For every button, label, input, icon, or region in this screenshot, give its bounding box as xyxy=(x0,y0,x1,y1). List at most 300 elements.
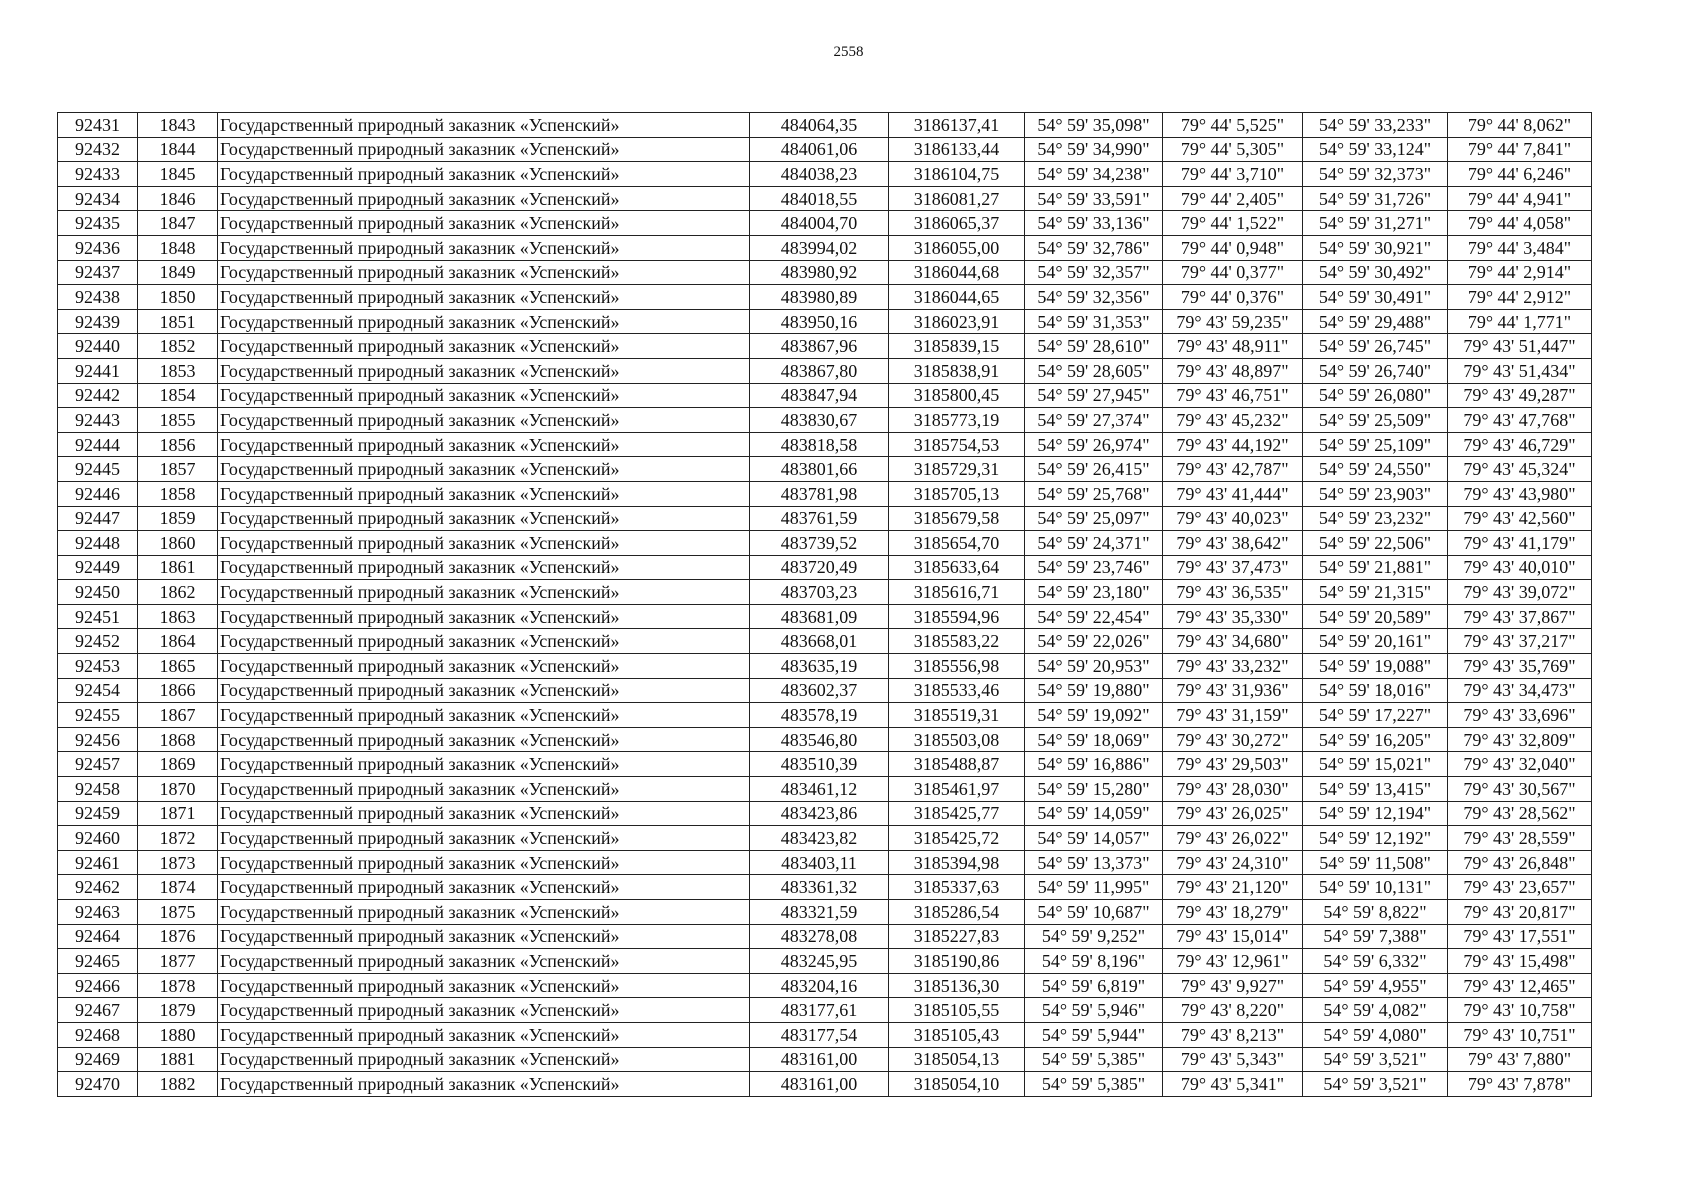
row-number-cell: 92445 xyxy=(58,457,138,482)
latitude-2-cell: 54° 59' 13,415" xyxy=(1303,777,1448,802)
latitude-1-cell: 54° 59' 14,057" xyxy=(1025,826,1163,851)
point-number-cell: 1848 xyxy=(138,235,218,260)
x-coordinate-cell: 484004,70 xyxy=(750,211,889,236)
longitude-1-cell: 79° 43' 41,444" xyxy=(1163,481,1303,506)
name-cell: Государственный природный заказник «Успенский» xyxy=(218,137,750,162)
longitude-1-cell: 79° 43' 59,235" xyxy=(1163,309,1303,334)
name-cell: Государственный природный заказник «Успенский» xyxy=(218,113,750,138)
longitude-2-cell: 79° 43' 37,217" xyxy=(1448,629,1592,654)
point-number-cell: 1868 xyxy=(138,727,218,752)
point-number-cell: 1875 xyxy=(138,900,218,925)
longitude-1-cell: 79° 44' 0,376" xyxy=(1163,285,1303,310)
table-row xyxy=(58,924,1592,949)
row-number-cell: 92461 xyxy=(58,850,138,875)
y-coordinate-cell: 3186081,27 xyxy=(889,186,1025,211)
x-coordinate-cell: 483161,00 xyxy=(750,1072,889,1097)
table-body xyxy=(58,113,1592,1097)
table-row xyxy=(58,309,1592,334)
row-number-cell: 92467 xyxy=(58,998,138,1023)
latitude-1-cell: 54° 59' 6,819" xyxy=(1025,973,1163,998)
table-row xyxy=(58,777,1592,802)
longitude-2-cell: 79° 43' 12,465" xyxy=(1448,973,1592,998)
x-coordinate-cell: 483668,01 xyxy=(750,629,889,654)
row-number-cell: 92466 xyxy=(58,973,138,998)
longitude-2-cell: 79° 43' 7,880" xyxy=(1448,1047,1592,1072)
latitude-2-cell: 54° 59' 33,124" xyxy=(1303,137,1448,162)
table-row xyxy=(58,358,1592,383)
name-cell: Государственный природный заказник «Успенский» xyxy=(218,875,750,900)
point-number-cell: 1881 xyxy=(138,1047,218,1072)
name-cell: Государственный природный заказник «Успенский» xyxy=(218,580,750,605)
longitude-2-cell: 79° 43' 46,729" xyxy=(1448,432,1592,457)
latitude-2-cell: 54° 59' 10,131" xyxy=(1303,875,1448,900)
row-number-cell: 92447 xyxy=(58,506,138,531)
row-number-cell: 92451 xyxy=(58,604,138,629)
y-coordinate-cell: 3186104,75 xyxy=(889,162,1025,187)
y-coordinate-cell: 3185533,46 xyxy=(889,678,1025,703)
table-row xyxy=(58,752,1592,777)
table-row xyxy=(58,432,1592,457)
name-cell: Государственный природный заказник «Успенский» xyxy=(218,235,750,260)
longitude-1-cell: 79° 43' 24,310" xyxy=(1163,850,1303,875)
y-coordinate-cell: 3185729,31 xyxy=(889,457,1025,482)
name-cell: Государственный природный заказник «Успенский» xyxy=(218,826,750,851)
longitude-1-cell: 79° 44' 5,525" xyxy=(1163,113,1303,138)
name-cell: Государственный природный заказник «Успенский» xyxy=(218,678,750,703)
row-number-cell: 92440 xyxy=(58,334,138,359)
longitude-2-cell: 79° 43' 30,567" xyxy=(1448,777,1592,802)
row-number-cell: 92455 xyxy=(58,703,138,728)
x-coordinate-cell: 483720,49 xyxy=(750,555,889,580)
latitude-1-cell: 54° 59' 33,591" xyxy=(1025,186,1163,211)
longitude-1-cell: 79° 43' 45,232" xyxy=(1163,408,1303,433)
row-number-cell: 92458 xyxy=(58,777,138,802)
latitude-2-cell: 54° 59' 30,491" xyxy=(1303,285,1448,310)
row-number-cell: 92435 xyxy=(58,211,138,236)
x-coordinate-cell: 483867,96 xyxy=(750,334,889,359)
name-cell: Государственный природный заказник «Успенский» xyxy=(218,1072,750,1097)
latitude-2-cell: 54° 59' 32,373" xyxy=(1303,162,1448,187)
longitude-2-cell: 79° 43' 15,498" xyxy=(1448,949,1592,974)
name-cell: Государственный природный заказник «Успенский» xyxy=(218,703,750,728)
coordinates-table xyxy=(57,112,1592,1097)
latitude-1-cell: 54° 59' 11,995" xyxy=(1025,875,1163,900)
name-cell: Государственный природный заказник «Успенский» xyxy=(218,211,750,236)
longitude-1-cell: 79° 43' 9,927" xyxy=(1163,973,1303,998)
x-coordinate-cell: 483204,16 xyxy=(750,973,889,998)
point-number-cell: 1866 xyxy=(138,678,218,703)
latitude-2-cell: 54° 59' 4,080" xyxy=(1303,1022,1448,1047)
y-coordinate-cell: 3185190,86 xyxy=(889,949,1025,974)
table-row xyxy=(58,1072,1592,1097)
longitude-2-cell: 79° 43' 47,768" xyxy=(1448,408,1592,433)
y-coordinate-cell: 3185754,53 xyxy=(889,432,1025,457)
latitude-2-cell: 54° 59' 3,521" xyxy=(1303,1072,1448,1097)
table-row xyxy=(58,235,1592,260)
latitude-2-cell: 54° 59' 25,509" xyxy=(1303,408,1448,433)
y-coordinate-cell: 3185105,43 xyxy=(889,1022,1025,1047)
name-cell: Государственный природный заказник «Успенский» xyxy=(218,408,750,433)
y-coordinate-cell: 3185679,58 xyxy=(889,506,1025,531)
latitude-2-cell: 54° 59' 24,550" xyxy=(1303,457,1448,482)
row-number-cell: 92465 xyxy=(58,949,138,974)
longitude-2-cell: 79° 43' 17,551" xyxy=(1448,924,1592,949)
point-number-cell: 1854 xyxy=(138,383,218,408)
x-coordinate-cell: 483980,92 xyxy=(750,260,889,285)
name-cell: Государственный природный заказник «Успенский» xyxy=(218,850,750,875)
latitude-1-cell: 54° 59' 19,092" xyxy=(1025,703,1163,728)
latitude-2-cell: 54° 59' 6,332" xyxy=(1303,949,1448,974)
latitude-1-cell: 54° 59' 13,373" xyxy=(1025,850,1163,875)
x-coordinate-cell: 483994,02 xyxy=(750,235,889,260)
longitude-1-cell: 79° 43' 31,936" xyxy=(1163,678,1303,703)
point-number-cell: 1880 xyxy=(138,1022,218,1047)
x-coordinate-cell: 484061,06 xyxy=(750,137,889,162)
name-cell: Государственный природный заказник «Успенский» xyxy=(218,186,750,211)
x-coordinate-cell: 483980,89 xyxy=(750,285,889,310)
table-row xyxy=(58,260,1592,285)
y-coordinate-cell: 3186133,44 xyxy=(889,137,1025,162)
point-number-cell: 1874 xyxy=(138,875,218,900)
longitude-2-cell: 79° 44' 2,914" xyxy=(1448,260,1592,285)
row-number-cell: 92434 xyxy=(58,186,138,211)
row-number-cell: 92468 xyxy=(58,1022,138,1047)
x-coordinate-cell: 483681,09 xyxy=(750,604,889,629)
table-row xyxy=(58,900,1592,925)
table-row xyxy=(58,186,1592,211)
table-row xyxy=(58,850,1592,875)
row-number-cell: 92431 xyxy=(58,113,138,138)
point-number-cell: 1855 xyxy=(138,408,218,433)
longitude-1-cell: 79° 43' 21,120" xyxy=(1163,875,1303,900)
point-number-cell: 1859 xyxy=(138,506,218,531)
table-row xyxy=(58,678,1592,703)
longitude-1-cell: 79° 43' 38,642" xyxy=(1163,531,1303,556)
x-coordinate-cell: 483950,16 xyxy=(750,309,889,334)
name-cell: Государственный природный заказник «Успенский» xyxy=(218,457,750,482)
latitude-1-cell: 54° 59' 9,252" xyxy=(1025,924,1163,949)
x-coordinate-cell: 483321,59 xyxy=(750,900,889,925)
name-cell: Государственный природный заказник «Успенский» xyxy=(218,531,750,556)
latitude-1-cell: 54° 59' 28,605" xyxy=(1025,358,1163,383)
longitude-1-cell: 79° 43' 12,961" xyxy=(1163,949,1303,974)
x-coordinate-cell: 483177,54 xyxy=(750,1022,889,1047)
latitude-1-cell: 54° 59' 27,374" xyxy=(1025,408,1163,433)
y-coordinate-cell: 3185136,30 xyxy=(889,973,1025,998)
longitude-1-cell: 79° 43' 5,343" xyxy=(1163,1047,1303,1072)
x-coordinate-cell: 483602,37 xyxy=(750,678,889,703)
point-number-cell: 1852 xyxy=(138,334,218,359)
x-coordinate-cell: 483703,23 xyxy=(750,580,889,605)
longitude-2-cell: 79° 43' 28,562" xyxy=(1448,801,1592,826)
name-cell: Государственный природный заказник «Успенский» xyxy=(218,654,750,679)
latitude-2-cell: 54° 59' 20,161" xyxy=(1303,629,1448,654)
y-coordinate-cell: 3185425,77 xyxy=(889,801,1025,826)
row-number-cell: 92439 xyxy=(58,309,138,334)
table-row xyxy=(58,481,1592,506)
x-coordinate-cell: 483278,08 xyxy=(750,924,889,949)
x-coordinate-cell: 483423,82 xyxy=(750,826,889,851)
row-number-cell: 92452 xyxy=(58,629,138,654)
latitude-1-cell: 54° 59' 34,238" xyxy=(1025,162,1163,187)
x-coordinate-cell: 483830,67 xyxy=(750,408,889,433)
point-number-cell: 1867 xyxy=(138,703,218,728)
latitude-2-cell: 54° 59' 21,881" xyxy=(1303,555,1448,580)
y-coordinate-cell: 3186065,37 xyxy=(889,211,1025,236)
latitude-2-cell: 54° 59' 17,227" xyxy=(1303,703,1448,728)
point-number-cell: 1857 xyxy=(138,457,218,482)
x-coordinate-cell: 483177,61 xyxy=(750,998,889,1023)
longitude-2-cell: 79° 43' 34,473" xyxy=(1448,678,1592,703)
latitude-2-cell: 54° 59' 21,315" xyxy=(1303,580,1448,605)
point-number-cell: 1862 xyxy=(138,580,218,605)
name-cell: Государственный природный заказник «Успенский» xyxy=(218,801,750,826)
longitude-1-cell: 79° 43' 33,232" xyxy=(1163,654,1303,679)
table-row xyxy=(58,801,1592,826)
x-coordinate-cell: 483361,32 xyxy=(750,875,889,900)
latitude-2-cell: 54° 59' 15,021" xyxy=(1303,752,1448,777)
point-number-cell: 1843 xyxy=(138,113,218,138)
y-coordinate-cell: 3185286,54 xyxy=(889,900,1025,925)
point-number-cell: 1873 xyxy=(138,850,218,875)
latitude-1-cell: 54° 59' 20,953" xyxy=(1025,654,1163,679)
longitude-2-cell: 79° 43' 51,434" xyxy=(1448,358,1592,383)
table-row xyxy=(58,1022,1592,1047)
latitude-1-cell: 54° 59' 35,098" xyxy=(1025,113,1163,138)
latitude-1-cell: 54° 59' 25,768" xyxy=(1025,481,1163,506)
latitude-2-cell: 54° 59' 8,822" xyxy=(1303,900,1448,925)
name-cell: Государственный природный заказник «Успенский» xyxy=(218,309,750,334)
y-coordinate-cell: 3185227,83 xyxy=(889,924,1025,949)
name-cell: Государственный природный заказник «Успенский» xyxy=(218,358,750,383)
y-coordinate-cell: 3185337,63 xyxy=(889,875,1025,900)
longitude-1-cell: 79° 43' 28,030" xyxy=(1163,777,1303,802)
table-row xyxy=(58,727,1592,752)
y-coordinate-cell: 3185594,96 xyxy=(889,604,1025,629)
latitude-1-cell: 54° 59' 19,880" xyxy=(1025,678,1163,703)
longitude-2-cell: 79° 44' 4,941" xyxy=(1448,186,1592,211)
row-number-cell: 92456 xyxy=(58,727,138,752)
longitude-2-cell: 79° 43' 32,040" xyxy=(1448,752,1592,777)
longitude-2-cell: 79° 43' 35,769" xyxy=(1448,654,1592,679)
longitude-2-cell: 79° 44' 7,841" xyxy=(1448,137,1592,162)
longitude-1-cell: 79° 43' 48,911" xyxy=(1163,334,1303,359)
table-row xyxy=(58,457,1592,482)
latitude-1-cell: 54° 59' 32,786" xyxy=(1025,235,1163,260)
point-number-cell: 1865 xyxy=(138,654,218,679)
y-coordinate-cell: 3186137,41 xyxy=(889,113,1025,138)
point-number-cell: 1847 xyxy=(138,211,218,236)
latitude-2-cell: 54° 59' 4,082" xyxy=(1303,998,1448,1023)
longitude-2-cell: 79° 44' 4,058" xyxy=(1448,211,1592,236)
x-coordinate-cell: 483635,19 xyxy=(750,654,889,679)
y-coordinate-cell: 3185054,13 xyxy=(889,1047,1025,1072)
name-cell: Государственный природный заказник «Успенский» xyxy=(218,285,750,310)
x-coordinate-cell: 483161,00 xyxy=(750,1047,889,1072)
longitude-2-cell: 79° 43' 10,758" xyxy=(1448,998,1592,1023)
row-number-cell: 92441 xyxy=(58,358,138,383)
name-cell: Государственный природный заказник «Успенский» xyxy=(218,555,750,580)
longitude-1-cell: 79° 43' 42,787" xyxy=(1163,457,1303,482)
longitude-2-cell: 79° 43' 10,751" xyxy=(1448,1022,1592,1047)
table-row xyxy=(58,113,1592,138)
longitude-2-cell: 79° 43' 41,179" xyxy=(1448,531,1592,556)
longitude-2-cell: 79° 43' 33,696" xyxy=(1448,703,1592,728)
name-cell: Государственный природный заказник «Успенский» xyxy=(218,481,750,506)
x-coordinate-cell: 483461,12 xyxy=(750,777,889,802)
row-number-cell: 92462 xyxy=(58,875,138,900)
latitude-2-cell: 54° 59' 33,233" xyxy=(1303,113,1448,138)
longitude-1-cell: 79° 44' 0,948" xyxy=(1163,235,1303,260)
point-number-cell: 1879 xyxy=(138,998,218,1023)
name-cell: Государственный природный заказник «Успенский» xyxy=(218,629,750,654)
y-coordinate-cell: 3185461,97 xyxy=(889,777,1025,802)
y-coordinate-cell: 3185503,08 xyxy=(889,727,1025,752)
x-coordinate-cell: 483510,39 xyxy=(750,752,889,777)
name-cell: Государственный природный заказник «Успенский» xyxy=(218,1022,750,1047)
row-number-cell: 92457 xyxy=(58,752,138,777)
table-row xyxy=(58,998,1592,1023)
row-number-cell: 92438 xyxy=(58,285,138,310)
table-row xyxy=(58,629,1592,654)
latitude-1-cell: 54° 59' 15,280" xyxy=(1025,777,1163,802)
y-coordinate-cell: 3185583,22 xyxy=(889,629,1025,654)
longitude-1-cell: 79° 43' 35,330" xyxy=(1163,604,1303,629)
longitude-1-cell: 79° 44' 2,405" xyxy=(1163,186,1303,211)
latitude-1-cell: 54° 59' 16,886" xyxy=(1025,752,1163,777)
x-coordinate-cell: 483739,52 xyxy=(750,531,889,556)
latitude-2-cell: 54° 59' 11,508" xyxy=(1303,850,1448,875)
y-coordinate-cell: 3185054,10 xyxy=(889,1072,1025,1097)
y-coordinate-cell: 3185838,91 xyxy=(889,358,1025,383)
longitude-2-cell: 79° 43' 23,657" xyxy=(1448,875,1592,900)
table-row xyxy=(58,211,1592,236)
latitude-1-cell: 54° 59' 5,944" xyxy=(1025,1022,1163,1047)
row-number-cell: 92433 xyxy=(58,162,138,187)
table-row xyxy=(58,285,1592,310)
latitude-1-cell: 54° 59' 34,990" xyxy=(1025,137,1163,162)
y-coordinate-cell: 3185394,98 xyxy=(889,850,1025,875)
y-coordinate-cell: 3185616,71 xyxy=(889,580,1025,605)
row-number-cell: 92444 xyxy=(58,432,138,457)
point-number-cell: 1876 xyxy=(138,924,218,949)
longitude-2-cell: 79° 44' 1,771" xyxy=(1448,309,1592,334)
y-coordinate-cell: 3185556,98 xyxy=(889,654,1025,679)
x-coordinate-cell: 483867,80 xyxy=(750,358,889,383)
point-number-cell: 1846 xyxy=(138,186,218,211)
name-cell: Государственный природный заказник «Успенский» xyxy=(218,924,750,949)
longitude-2-cell: 79° 43' 39,072" xyxy=(1448,580,1592,605)
point-number-cell: 1870 xyxy=(138,777,218,802)
longitude-1-cell: 79° 43' 36,535" xyxy=(1163,580,1303,605)
longitude-2-cell: 79° 43' 28,559" xyxy=(1448,826,1592,851)
point-number-cell: 1849 xyxy=(138,260,218,285)
row-number-cell: 92463 xyxy=(58,900,138,925)
row-number-cell: 92469 xyxy=(58,1047,138,1072)
longitude-1-cell: 79° 43' 26,022" xyxy=(1163,826,1303,851)
row-number-cell: 92436 xyxy=(58,235,138,260)
x-coordinate-cell: 483818,58 xyxy=(750,432,889,457)
point-number-cell: 1877 xyxy=(138,949,218,974)
x-coordinate-cell: 483245,95 xyxy=(750,949,889,974)
x-coordinate-cell: 484018,55 xyxy=(750,186,889,211)
latitude-1-cell: 54° 59' 5,946" xyxy=(1025,998,1163,1023)
latitude-2-cell: 54° 59' 31,726" xyxy=(1303,186,1448,211)
point-number-cell: 1864 xyxy=(138,629,218,654)
x-coordinate-cell: 483403,11 xyxy=(750,850,889,875)
row-number-cell: 92432 xyxy=(58,137,138,162)
longitude-1-cell: 79° 43' 46,751" xyxy=(1163,383,1303,408)
y-coordinate-cell: 3185519,31 xyxy=(889,703,1025,728)
row-number-cell: 92470 xyxy=(58,1072,138,1097)
table-row xyxy=(58,383,1592,408)
table-row xyxy=(58,555,1592,580)
point-number-cell: 1850 xyxy=(138,285,218,310)
longitude-1-cell: 79° 44' 1,522" xyxy=(1163,211,1303,236)
latitude-2-cell: 54° 59' 22,506" xyxy=(1303,531,1448,556)
longitude-2-cell: 79° 43' 32,809" xyxy=(1448,727,1592,752)
table-row xyxy=(58,875,1592,900)
name-cell: Государственный природный заказник «Успенский» xyxy=(218,777,750,802)
point-number-cell: 1861 xyxy=(138,555,218,580)
longitude-2-cell: 79° 43' 49,287" xyxy=(1448,383,1592,408)
latitude-2-cell: 54° 59' 20,589" xyxy=(1303,604,1448,629)
longitude-2-cell: 79° 43' 45,324" xyxy=(1448,457,1592,482)
latitude-1-cell: 54° 59' 24,371" xyxy=(1025,531,1163,556)
longitude-2-cell: 79° 44' 6,246" xyxy=(1448,162,1592,187)
latitude-1-cell: 54° 59' 8,196" xyxy=(1025,949,1163,974)
latitude-1-cell: 54° 59' 18,069" xyxy=(1025,727,1163,752)
latitude-2-cell: 54° 59' 16,205" xyxy=(1303,727,1448,752)
name-cell: Государственный природный заказник «Успенский» xyxy=(218,752,750,777)
latitude-1-cell: 54° 59' 32,357" xyxy=(1025,260,1163,285)
table-row xyxy=(58,703,1592,728)
longitude-2-cell: 79° 44' 2,912" xyxy=(1448,285,1592,310)
longitude-1-cell: 79° 44' 0,377" xyxy=(1163,260,1303,285)
latitude-2-cell: 54° 59' 23,903" xyxy=(1303,481,1448,506)
longitude-1-cell: 79° 43' 44,192" xyxy=(1163,432,1303,457)
longitude-1-cell: 79° 43' 18,279" xyxy=(1163,900,1303,925)
longitude-1-cell: 79° 44' 3,710" xyxy=(1163,162,1303,187)
y-coordinate-cell: 3185654,70 xyxy=(889,531,1025,556)
y-coordinate-cell: 3185425,72 xyxy=(889,826,1025,851)
x-coordinate-cell: 484038,23 xyxy=(750,162,889,187)
latitude-1-cell: 54° 59' 10,687" xyxy=(1025,900,1163,925)
y-coordinate-cell: 3186044,65 xyxy=(889,285,1025,310)
latitude-1-cell: 54° 59' 27,945" xyxy=(1025,383,1163,408)
table-row xyxy=(58,408,1592,433)
latitude-2-cell: 54° 59' 12,192" xyxy=(1303,826,1448,851)
longitude-1-cell: 79° 43' 34,680" xyxy=(1163,629,1303,654)
name-cell: Государственный природный заказник «Успенский» xyxy=(218,260,750,285)
latitude-1-cell: 54° 59' 32,356" xyxy=(1025,285,1163,310)
latitude-2-cell: 54° 59' 30,492" xyxy=(1303,260,1448,285)
longitude-1-cell: 79° 43' 8,213" xyxy=(1163,1022,1303,1047)
y-coordinate-cell: 3186023,91 xyxy=(889,309,1025,334)
point-number-cell: 1871 xyxy=(138,801,218,826)
longitude-2-cell: 79° 44' 8,062" xyxy=(1448,113,1592,138)
table-row xyxy=(58,334,1592,359)
name-cell: Государственный природный заказник «Успенский» xyxy=(218,432,750,457)
latitude-2-cell: 54° 59' 26,745" xyxy=(1303,334,1448,359)
longitude-1-cell: 79° 43' 5,341" xyxy=(1163,1072,1303,1097)
latitude-2-cell: 54° 59' 18,016" xyxy=(1303,678,1448,703)
point-number-cell: 1882 xyxy=(138,1072,218,1097)
y-coordinate-cell: 3185633,64 xyxy=(889,555,1025,580)
point-number-cell: 1869 xyxy=(138,752,218,777)
name-cell: Государственный природный заказник «Успенский» xyxy=(218,334,750,359)
latitude-1-cell: 54° 59' 33,136" xyxy=(1025,211,1163,236)
